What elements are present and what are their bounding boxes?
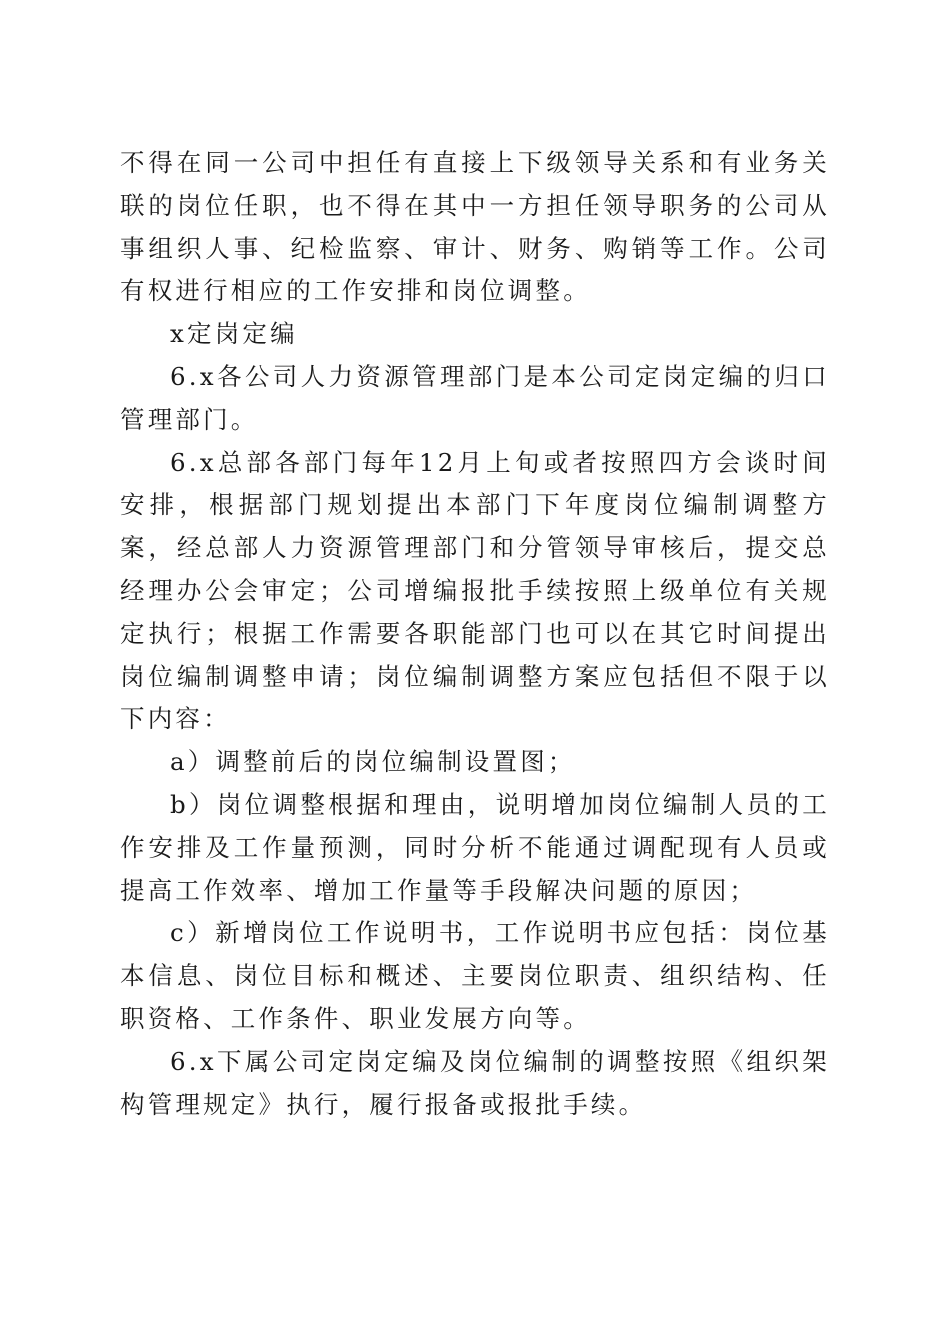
clause-paragraph: 6.x总部各部门每年12月上旬或者按照四方会谈时间安排，根据部门规划提出本部门下年度岗位编制调整方案，经总部人力资源管理部门和分管领导审核后，提交总经理办公会审定；公司增编报批手续按照上级单位有关规定执行；根据工作需要各职能部门也可以在其它时间提出岗位编制调整申请；岗位编制调整方案应包括但不限于以下内容： bbox=[120, 447, 830, 734]
document-body bbox=[120, 142, 830, 1126]
list-item: b）岗位调整根据和理由，说明增加岗位编制人员的工作安排及工作量预测，同时分析不能通过调配现有人员或提高工作效率、增加工作量等手段解决问题的原因； bbox=[120, 789, 830, 905]
paragraph-continuation: 不得在同一公司中担任有直接上下级领导关系和有业务关联的岗位任职，也不得在其中一方担任领导职务的公司从事组织人事、纪检监察、审计、财务、购销等工作。公司有权进行相应的工作安排和岗位调整。 bbox=[120, 148, 830, 306]
section-heading: x定岗定编 bbox=[170, 319, 298, 349]
list-item: a）调整前后的岗位编制设置图； bbox=[170, 747, 576, 777]
list-item: c）新增岗位工作说明书，工作说明书应包括：岗位基本信息、岗位目标和概述、主要岗位职责、组织结构、任职资格、工作条件、职业发展方向等。 bbox=[120, 918, 830, 1033]
clause-paragraph: 6.x下属公司定岗定编及岗位编制的调整按照《组织架构管理规定》执行，履行报备或报批手续。 bbox=[120, 1046, 830, 1119]
clause-paragraph: 6.x各公司人力资源管理部门是本公司定岗定编的归口管理部门。 bbox=[120, 361, 830, 434]
